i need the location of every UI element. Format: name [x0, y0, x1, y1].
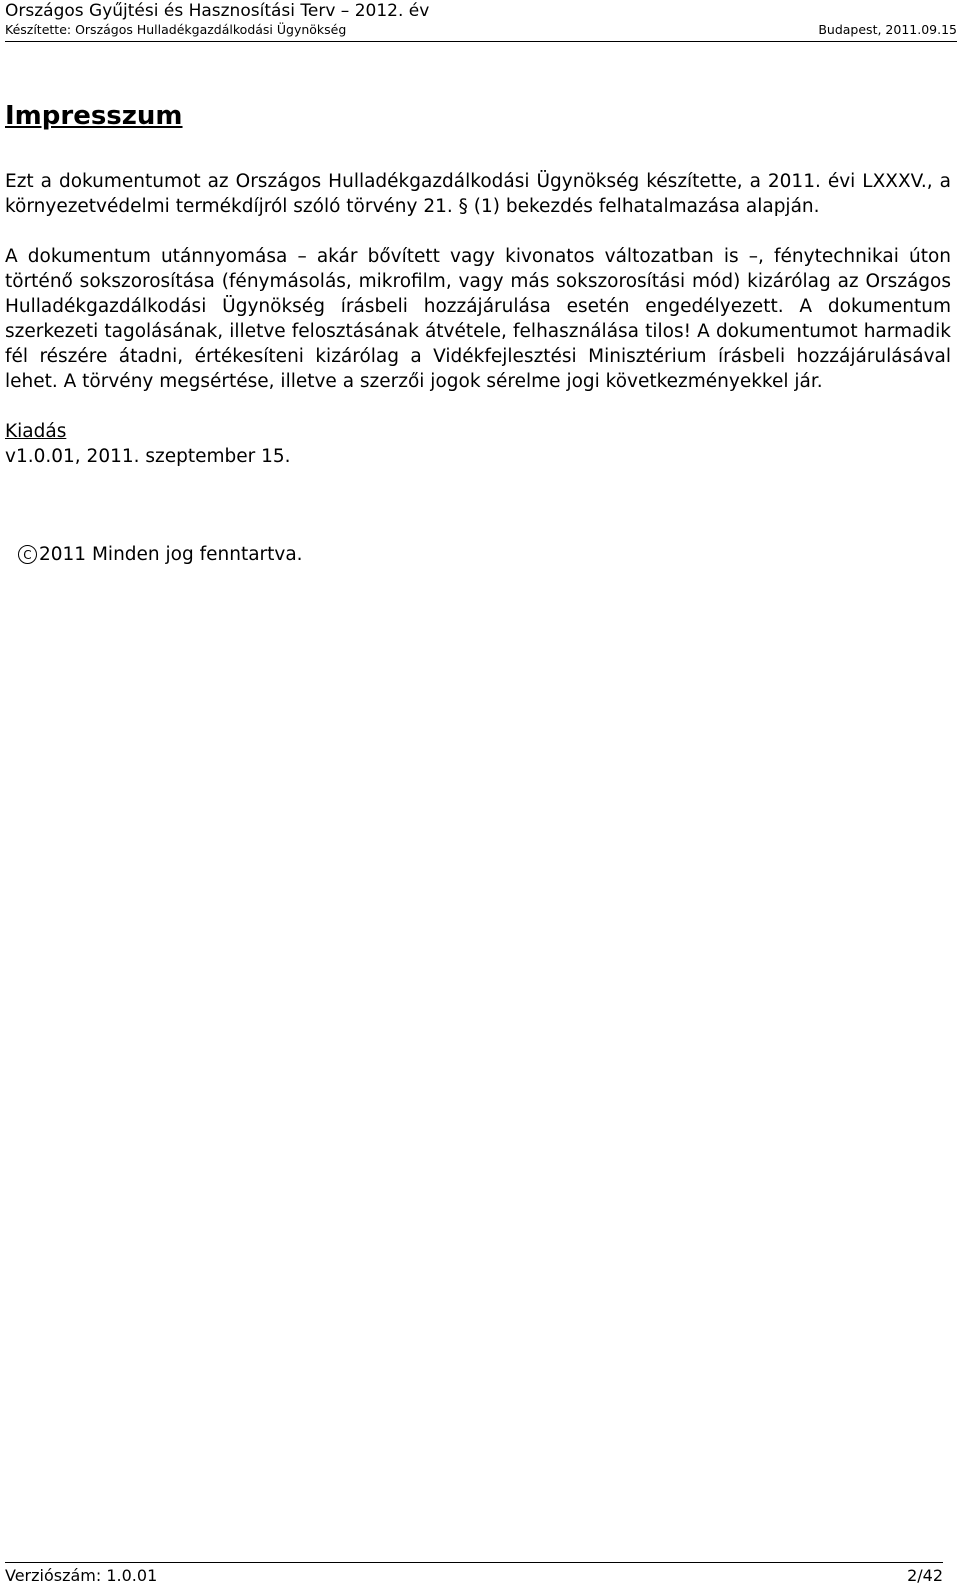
page-heading: Impresszum [5, 101, 183, 131]
copyright-line [5, 542, 951, 567]
version-number: Verziószám: 1.0.01 [5, 1566, 158, 1585]
header-meta-line [5, 22, 957, 42]
document-title: Országos Gyűjtési és Hasznosítási Terv – 2012. év [5, 1, 430, 21]
copyright-notice-paragraph: A dokumentum utánnyomása – akár bővített vagy kivonatos változatban is –, fénytechnikai úton történő sokszorosítása (fénymásolás, mikrofilm, vagy más sokszorosítási mód) kizárólag az Országos Hulladékgazdálkodási Ügynökség írásbeli hozzájárulása esetén engedélyezett. A dokumentum szerkezeti tagolásának, illetve felosztásának átvétele, felhasználása tilos! A dokumentumot harmadik fél részére átadni, értékesíteni kizárólag a Vidékfejlesztési Minisztérium írásbeli hozzájárulásával lehet. A törvény megsértése, illetve a szerzői jogok sérelme jogi következményekkel jár. [5, 246, 951, 392]
intro-paragraph: Ezt a dokumentumot az Országos Hulladékgazdálkodási Ügynökség készítette, a 2011. évi LXXXV., a környezetvédelmi termékdíjról szóló törvény 21. § (1) bekezdés felhatalmazása alapján. [5, 171, 951, 217]
page-content [5, 100, 951, 567]
copyright-text: 2011 Minden jog fenntartva. [39, 544, 303, 565]
copyright-icon: C [18, 545, 37, 564]
page-footer [5, 1562, 943, 1586]
page-header [5, 0, 957, 42]
page-number: 2/42 [907, 1566, 943, 1585]
release-value: v1.0.01, 2011. szeptember 15. [5, 446, 291, 467]
release-label: Kiadás [5, 421, 67, 442]
author-line: Készítette: Országos Hulladékgazdálkodási Ügynökség [5, 22, 347, 37]
place-date: Budapest, 2011.09.15 [818, 22, 957, 37]
